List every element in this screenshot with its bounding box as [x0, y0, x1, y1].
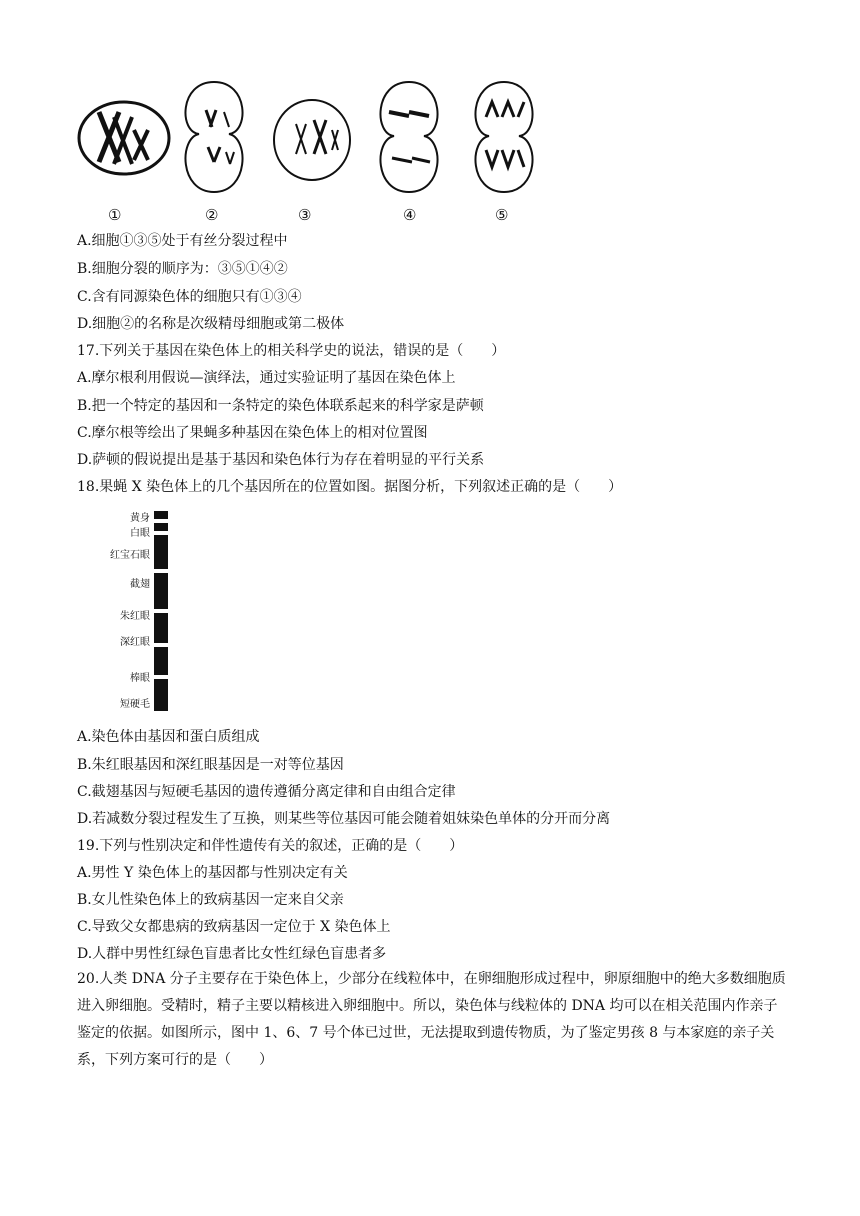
cell-label-3: ③: [298, 206, 312, 224]
q19-option-a: A.男性 Y 染色体上的基因都与性别决定有关: [77, 865, 348, 881]
q17-stem: 17.下列关于基因在染色体上的相关科学史的说法，错误的是（ ）: [77, 343, 506, 359]
q17-option-d: D.萨顿的假说提出是基于基因和染色体行为存在着明显的平行关系: [77, 452, 485, 468]
q18-stem: 18.果蝇 X 染色体上的几个基因所在的位置如图。据图分析，下列叙述正确的是（ ）: [77, 479, 623, 495]
chromosome-bar: [154, 511, 168, 711]
cell-3-drawing: [274, 100, 350, 180]
gene-label-garnet-eye: 深红眼: [120, 637, 150, 648]
gene-label-vermilion-eye: 朱红眼: [120, 611, 150, 622]
q18-option-c: C.截翅基因与短硬毛基因的遗传遵循分离定律和自由组合定律: [77, 784, 456, 800]
gene-label-short-bristle: 短硬毛: [120, 699, 150, 710]
q17-option-c: C.摩尔根等绘出了果蝇多种基因在染色体上的相对位置图: [77, 425, 428, 441]
q18-option-b: B.朱红眼基因和深红眼基因是一对等位基因: [77, 757, 344, 773]
q20-stem: 20.人类 DNA 分子主要存在于染色体上，少部分在线粒体中，在卵细胞形成过程中，卵原细胞中的绝大多数细胞质进入卵细胞。受精时，精子主要以精核进入卵细胞中。所以，染色体与线粒体的 DNA 均可以在相关范围内作亲子鉴定的依据。如图所示，图中 1、6、7 号个体已过世，无法提取到遗传物质，为了鉴定男孩 8 与本家庭的亲子关系，下列方案可行的是（ ）: [77, 971, 786, 1068]
q16-option-a: A.细胞①③⑤处于有丝分裂过程中: [77, 233, 288, 249]
q19-option-b: B.女儿性染色体上的致病基因一定来自父亲: [77, 892, 344, 908]
q18-option-a: A.染色体由基因和蛋白质组成: [77, 729, 260, 745]
gene-label-bar-eye: 棒眼: [130, 673, 150, 684]
gene-label-cut-wing: 截翅: [130, 579, 150, 590]
cell-label-5: ⑤: [495, 206, 509, 224]
gene-label-yellow-body: 黄身: [130, 513, 150, 524]
q16-option-d: D.细胞②的名称是次级精母细胞或第二极体: [77, 316, 345, 332]
cell-1-drawing: [79, 102, 169, 174]
gene-label-ruby-eye: 红宝石眼: [110, 550, 150, 561]
q18-option-d: D.若减数分裂过程发生了互换，则某些等位基因可能会随着姐妹染色单体的分开而分离: [77, 811, 611, 827]
q17-option-a: A.摩尔根利用假说—演绎法，通过实验证明了基因在染色体上: [77, 370, 456, 386]
cell-2-drawing: [185, 82, 242, 192]
q16-option-c: C.含有同源染色体的细胞只有①③④: [77, 289, 302, 305]
cell-label-2: ②: [205, 206, 219, 224]
cell-4-drawing: [380, 82, 437, 192]
cell-5-drawing: [475, 82, 532, 192]
q19-option-d: D.人群中男性红绿色盲患者比女性红绿色盲患者多: [77, 946, 387, 962]
q16-option-b: B.细胞分裂的顺序为：③⑤①④②: [77, 261, 288, 277]
cell-label-1: ①: [108, 206, 122, 224]
cell-division-figure: [74, 72, 564, 202]
gene-label-white-eye: 白眼: [130, 528, 150, 539]
q19-stem: 19.下列与性别决定和伴性遗传有关的叙述，正确的是（ ）: [77, 838, 464, 854]
x-chromosome-gene-map: [84, 505, 184, 715]
q19-option-c: C.导致父女都患病的致病基因一定位于 X 染色体上: [77, 919, 391, 935]
cell-label-4: ④: [403, 206, 417, 224]
q17-option-b: B.把一个特定的基因和一条特定的染色体联系起来的科学家是萨顿: [77, 398, 484, 414]
